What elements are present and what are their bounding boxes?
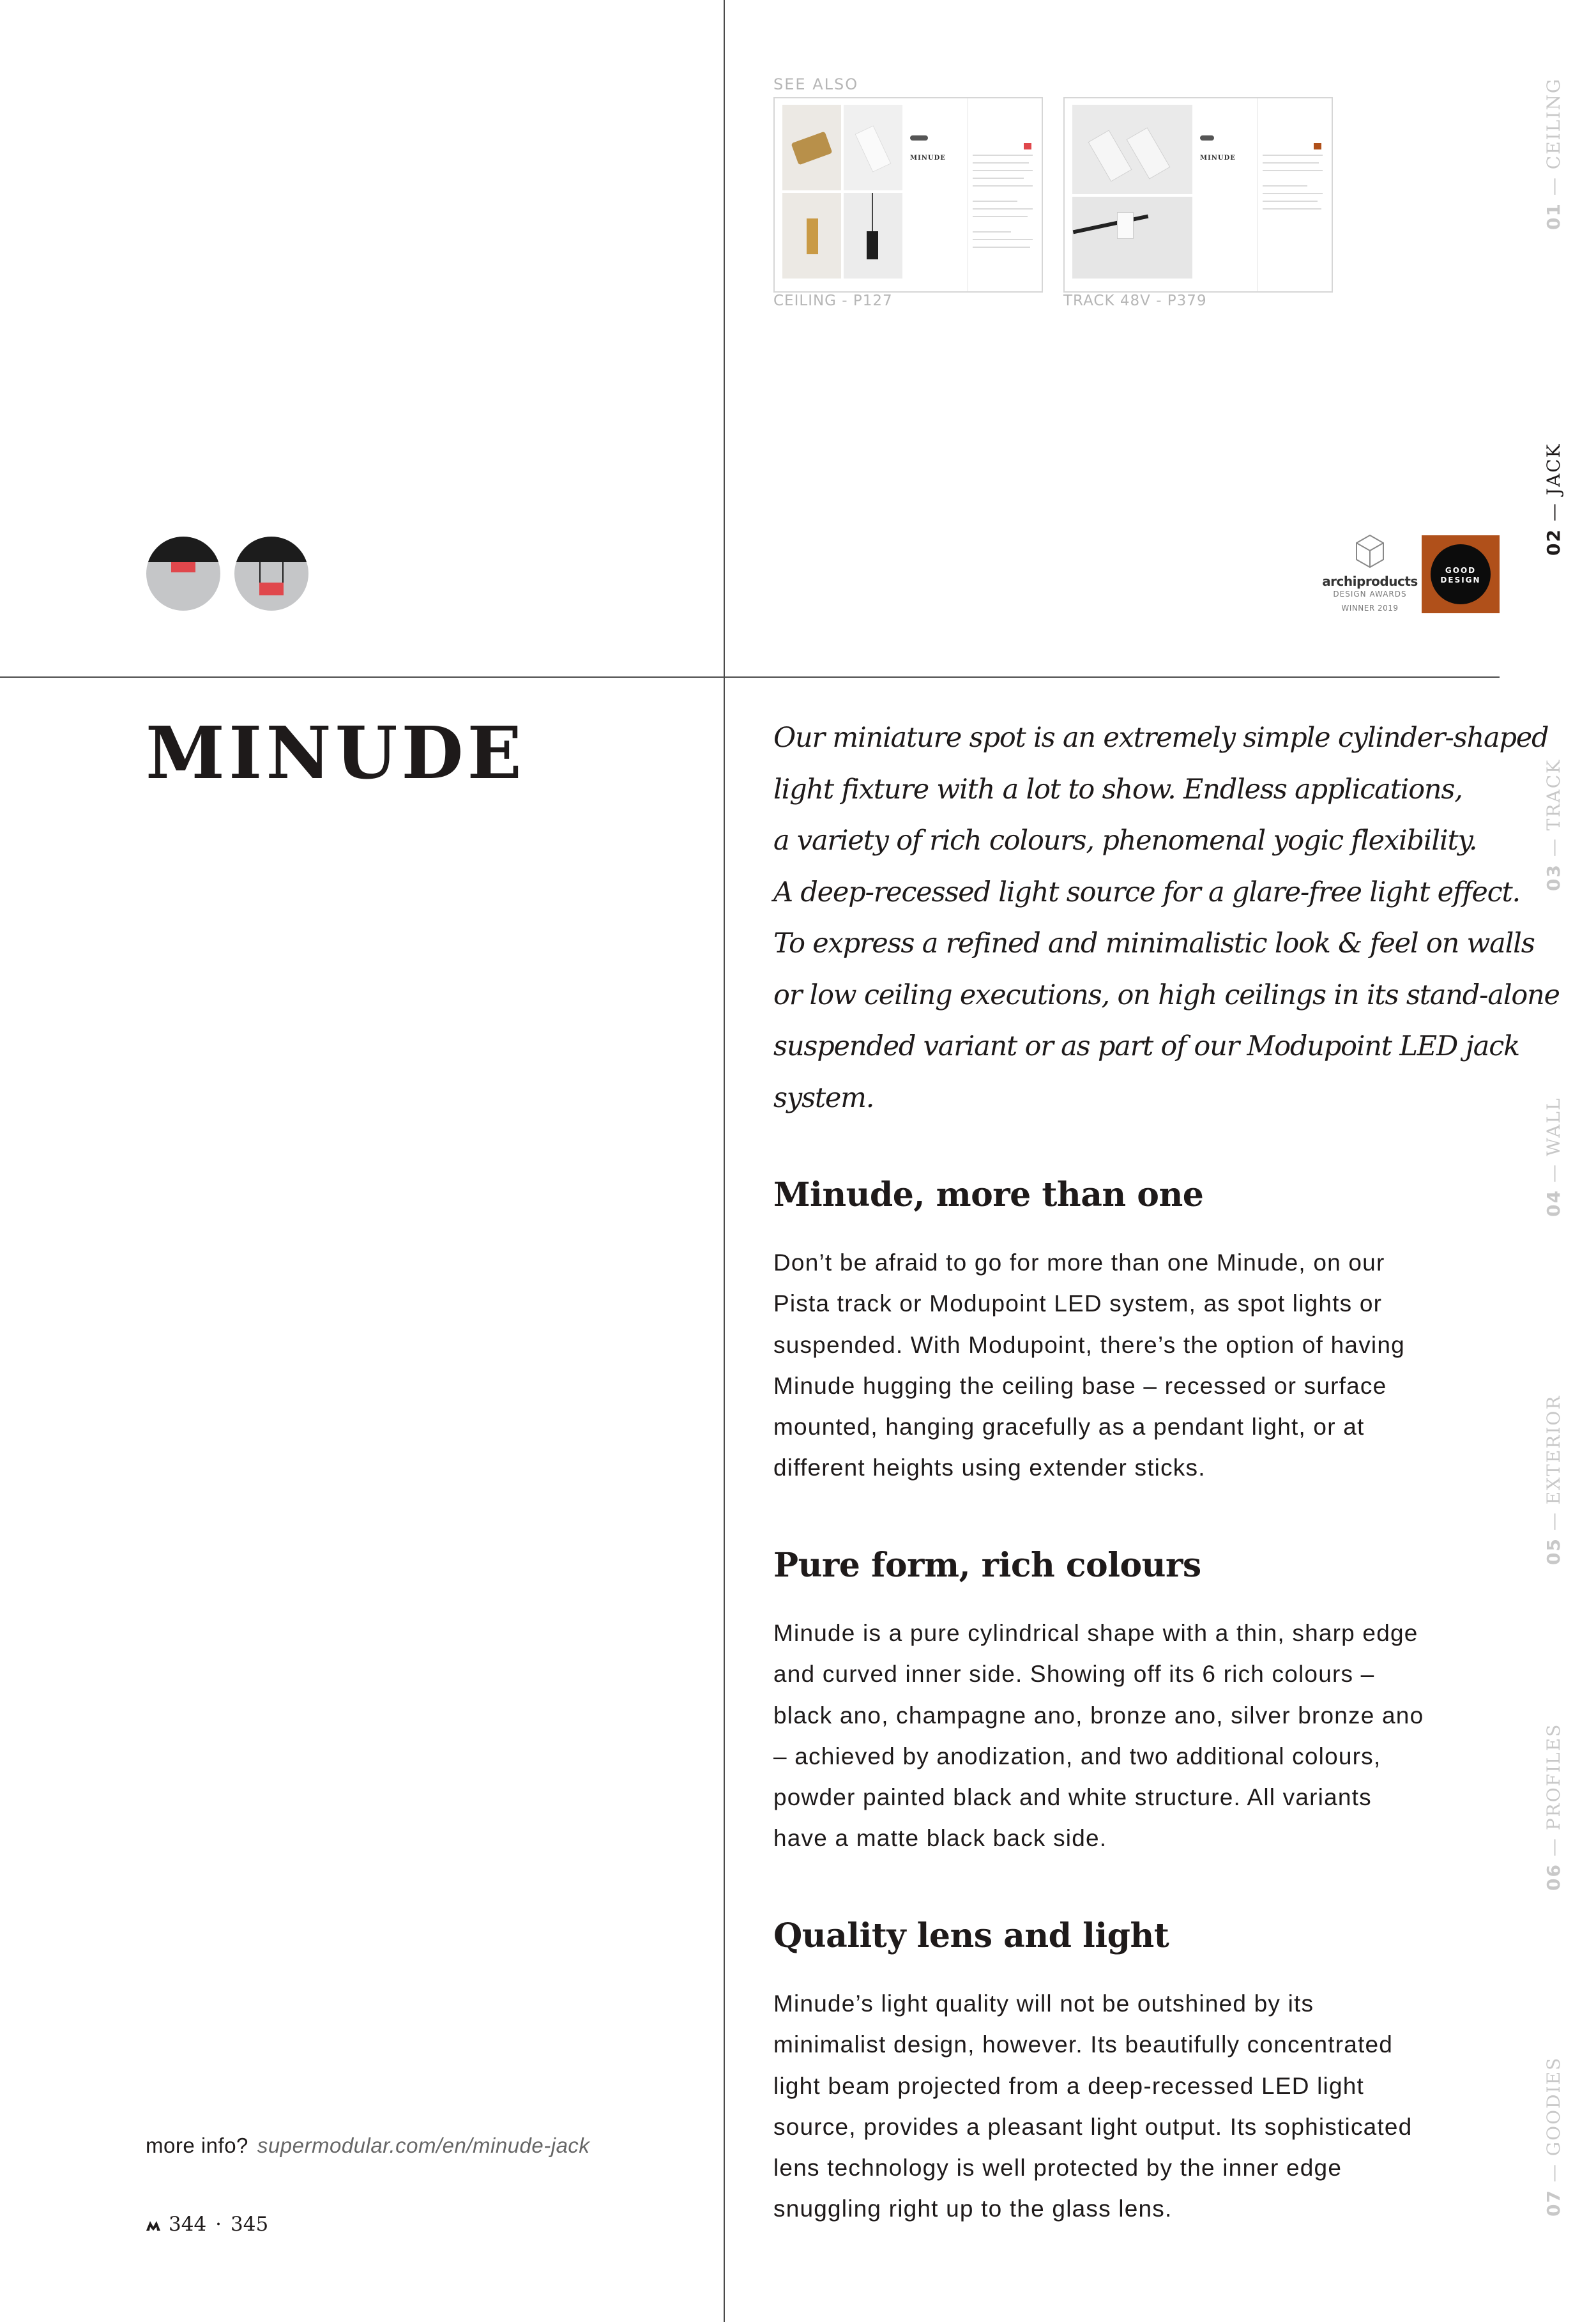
header-divider bbox=[0, 676, 1500, 678]
section-body bbox=[773, 1613, 1508, 1860]
intro-line: suspended variant or as part of our Modupoint LED jack bbox=[773, 1030, 1519, 1062]
body-line: snuggling right up to the glass lens. bbox=[773, 2196, 1173, 2222]
surface-mount-icon bbox=[146, 535, 222, 611]
body-line: mounted, hanging gracefully as a pendant light, or at bbox=[773, 1414, 1365, 1440]
thumb-photo bbox=[1072, 105, 1192, 194]
page-number-right: 345 bbox=[231, 2213, 269, 2236]
body-line: black ano, champagne ano, bronze ano, silver bronze ano bbox=[773, 1702, 1424, 1729]
nav-tab-label: PROFILES bbox=[1543, 1723, 1564, 1831]
more-info bbox=[146, 2134, 589, 2158]
pendant-mount-icon bbox=[234, 535, 310, 611]
column-divider bbox=[724, 0, 725, 2322]
nav-tab-exterior[interactable] bbox=[1531, 1373, 1563, 1565]
mounting-type-icons bbox=[146, 535, 312, 612]
body-line: have a matte black back side. bbox=[773, 1825, 1107, 1852]
good-design-line2: DESIGN bbox=[1440, 576, 1481, 584]
nav-tab-sep: — bbox=[1543, 176, 1564, 196]
body-line: Minude is a pure cylindrical shape with a thin, sharp edge bbox=[773, 1620, 1418, 1646]
see-also-thumbnail-track[interactable] bbox=[1063, 97, 1333, 293]
section-body bbox=[773, 1242, 1508, 1489]
intro-line: or low ceiling executions, on high ceilings in its stand-alone bbox=[773, 979, 1560, 1011]
body-line: Pista track or Modupoint LED system, as spot lights or bbox=[773, 1290, 1383, 1317]
nav-tab-number: 03 bbox=[1543, 864, 1564, 891]
body-line: minimalist design, however. Its beautifully concentrated bbox=[773, 2031, 1394, 2058]
nav-tab-number: 06 bbox=[1543, 1863, 1564, 1891]
body-line: suspended. With Modupoint, there’s the option of having bbox=[773, 1331, 1405, 1358]
archiproducts-subtitle: DESIGN AWARDS bbox=[1333, 590, 1407, 599]
nav-tab-sep: — bbox=[1543, 1163, 1564, 1183]
see-also-label: SEE ALSO bbox=[773, 75, 859, 93]
thumb-photo bbox=[782, 193, 841, 279]
body-line: lens technology is well protected by the inner edge bbox=[773, 2155, 1342, 2181]
body-line: different heights using extender sticks. bbox=[773, 1455, 1206, 1481]
archiproducts-winner: WINNER 2019 bbox=[1341, 604, 1399, 613]
nav-tab-number: 07 bbox=[1543, 2189, 1564, 2217]
thumb-photo bbox=[844, 105, 902, 190]
body-line: – achieved by anodization, and two additional colours, bbox=[773, 1743, 1381, 1769]
nav-tab-label: JACK bbox=[1543, 443, 1564, 496]
thumb-mini-title: MINUDE bbox=[1200, 155, 1236, 162]
section-heading: Quality lens and light bbox=[773, 1916, 1169, 1955]
nav-tab-goodies[interactable] bbox=[1531, 2025, 1563, 2217]
supermodular-logo-icon bbox=[146, 2219, 161, 2232]
body-line: and curved inner side. Showing off its 6 rich colours – bbox=[773, 1661, 1375, 1688]
nav-tab-wall[interactable] bbox=[1531, 1025, 1563, 1217]
nav-tab-number: 04 bbox=[1543, 1189, 1564, 1217]
section-heading: Pure form, rich colours bbox=[773, 1546, 1201, 1585]
intro-line: A deep-recessed light source for a glare-free light effect. bbox=[773, 876, 1521, 908]
more-info-link[interactable]: supermodular.com/en/minude-jack bbox=[257, 2134, 590, 2157]
thumb-mini-title: MINUDE bbox=[910, 155, 946, 162]
see-also-thumbnail-ceiling[interactable] bbox=[773, 97, 1043, 293]
nav-tab-ceiling[interactable] bbox=[1531, 38, 1563, 230]
good-design-line1: GOOD bbox=[1445, 566, 1477, 575]
nav-tab-label: WALL bbox=[1543, 1097, 1564, 1157]
mounting-type-icons-svg bbox=[146, 535, 312, 612]
nav-tab-jack[interactable] bbox=[1531, 364, 1563, 556]
intro-line: light fixture with a lot to show. Endless applications, bbox=[773, 773, 1463, 806]
body-line: Minude hugging the ceiling base – recessed or surface bbox=[773, 1372, 1387, 1399]
nav-tab-label: EXTERIOR bbox=[1543, 1394, 1564, 1505]
nav-tab-number: 01 bbox=[1543, 202, 1564, 230]
nav-tab-label: CEILING bbox=[1543, 77, 1564, 170]
nav-tab-sep: — bbox=[1543, 502, 1564, 522]
page-number-left: 344 bbox=[169, 2213, 207, 2236]
nav-tab-sep: — bbox=[1543, 1837, 1564, 1857]
nav-tab-number: 05 bbox=[1543, 1538, 1564, 1565]
intro-line: a variety of rich colours, phenomenal yogic flexibility. bbox=[773, 825, 1477, 857]
archiproducts-logo-icon bbox=[1354, 534, 1386, 570]
more-info-label: more info? bbox=[146, 2134, 248, 2157]
nav-tab-sep: — bbox=[1543, 1511, 1564, 1531]
page-numbers bbox=[146, 2213, 268, 2236]
section-heading: Minude, more than one bbox=[773, 1175, 1204, 1214]
body-line: source, provides a pleasant light output. Its sophisticated bbox=[773, 2113, 1413, 2140]
thumb-photo bbox=[782, 105, 841, 190]
intro-line: Our miniature spot is an extremely simple cylinder-shaped bbox=[773, 722, 1549, 754]
body-line: Don’t be afraid to go for more than one Minude, on our bbox=[773, 1249, 1385, 1276]
thumb-photo bbox=[844, 193, 902, 279]
see-also-caption-ceiling[interactable]: CEILING - P127 bbox=[773, 293, 893, 309]
body-line: powder painted black and white structure. All variants bbox=[773, 1784, 1372, 1811]
thumb-photo bbox=[1072, 197, 1192, 279]
nav-tab-profiles[interactable] bbox=[1531, 1699, 1563, 1891]
body-line: light beam projected from a deep-recessed LED light bbox=[773, 2072, 1364, 2099]
product-title: MINUDE bbox=[146, 712, 526, 795]
body-line: Minude’s light quality will not be outshined by its bbox=[773, 1990, 1314, 2017]
nav-tab-sep: — bbox=[1543, 2163, 1564, 2183]
awards bbox=[1322, 534, 1501, 617]
good-design-badge bbox=[1422, 535, 1500, 613]
intro-line: system. bbox=[773, 1081, 874, 1114]
see-also-caption-track[interactable]: TRACK 48V - P379 bbox=[1063, 293, 1207, 309]
page-separator: · bbox=[215, 2213, 222, 2236]
archiproducts-name: archiproducts bbox=[1322, 574, 1418, 589]
intro-line: To express a refined and minimalistic look & feel on walls bbox=[773, 928, 1535, 959]
nav-tab-label: GOODIES bbox=[1543, 2056, 1564, 2157]
nav-tab-label: TRACK bbox=[1543, 758, 1564, 831]
section-body bbox=[773, 1983, 1508, 2230]
nav-tab-sep: — bbox=[1543, 837, 1564, 857]
nav-tab-number: 02 bbox=[1543, 528, 1564, 556]
